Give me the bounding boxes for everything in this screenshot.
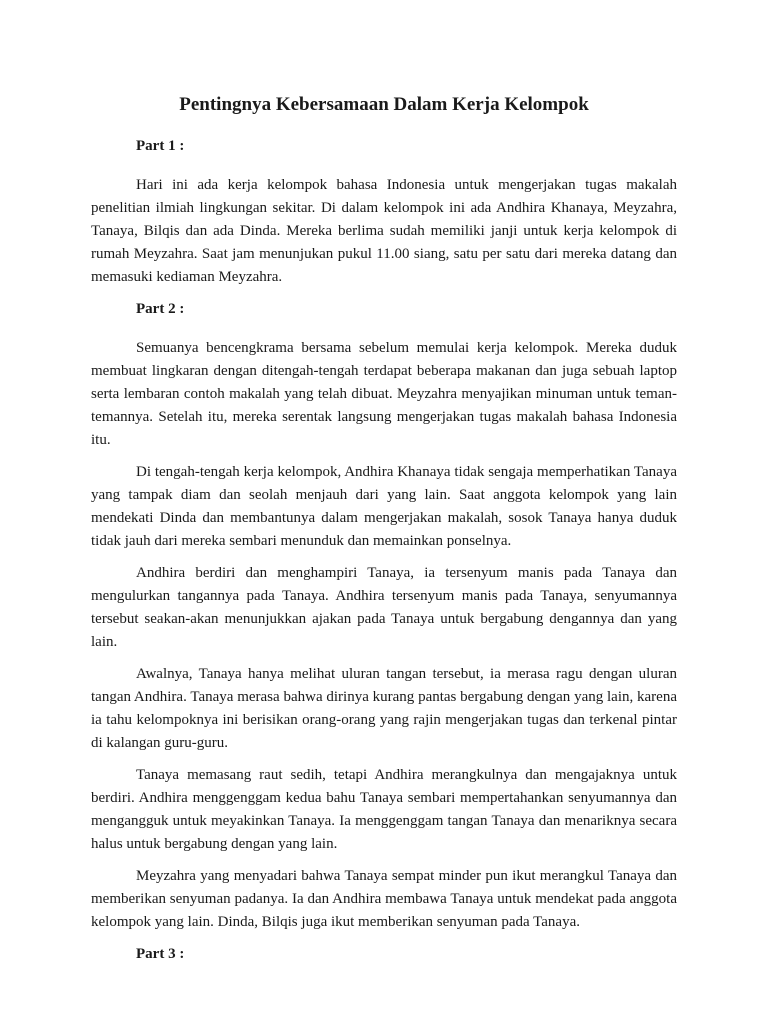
paragraph: Di tengah-tengah kerja kelompok, Andhira Khanaya tidak sengaja memperhatikan Tanaya yang tampak diam dan seolah menjauh dari yang lain. Saat anggota kelompok yang lain mendekati Dinda dan membantunya dalam mengerjakan makalah, sosok Tanaya hanya duduk tidak jauh dari mereka sembari menunduk dan memainkan ponselnya. [91, 464, 677, 549]
section-part-3 [91, 943, 677, 966]
section-part-1 [91, 135, 677, 289]
paragraph: Andhira berdiri dan menghampiri Tanaya, ia tersenyum manis pada Tanaya dan mengulurkan tangannya pada Tanaya. Andhira tersenyum manis pada Tanaya, senyumannya tersebut seakan-akan menunjukkan ajakan pada Tanaya untuk bergabung dengannya dan yang lain. [91, 565, 677, 650]
section-part-2 [91, 298, 677, 934]
paragraph: Awalnya, Tanaya hanya melihat uluran tangan tersebut, ia merasa ragu dengan uluran tangan Andhira. Tanaya merasa bahwa dirinya kurang pantas bergabung dengan yang lain, karena ia tahu kelompoknya ini berisikan orang-orang yang rajin mengerjakan tugas dan terkenal pintar di kalangan guru-guru. [91, 666, 677, 751]
part-heading: Part 1 : [136, 138, 185, 154]
part-heading: Part 2 : [136, 301, 185, 317]
paragraph: Hari ini ada kerja kelompok bahasa Indonesia untuk mengerjakan tugas makalah penelitian ilmiah lingkungan sekitar. Di dalam kelompok ini ada Andhira Khanaya, Meyzahra, Tanaya, Bilqis dan ada Dinda. Mereka berlima sudah memiliki janji untuk kerja kelompok di rumah Meyzahra. Saat jam menunjukan pukul 11.00 siang, satu per satu dari mereka datang dan memasuki kediaman Meyzahra. [91, 177, 677, 285]
paragraph: Meyzahra yang menyadari bahwa Tanaya sempat minder pun ikut merangkul Tanaya dan memberikan senyuman padanya. Ia dan Andhira membawa Tanaya untuk mendekat pada anggota kelompok yang lain. Dinda, Bilqis juga ikut memberikan senyuman pada Tanaya. [91, 868, 677, 930]
paragraph: Semuanya bencengkrama bersama sebelum memulai kerja kelompok. Mereka duduk membuat lingkaran dengan ditengah-tengah terdapat beberapa makanan dan juga sebuah laptop serta lembaran contoh makalah yang telah dibuat. Meyzahra menyajikan minuman untuk teman-temannya. Setelah itu, mereka serentak langsung mengerjakan tugas makalah bahasa Indonesia itu. [91, 340, 677, 448]
part-heading: Part 3 : [136, 946, 185, 962]
document-title: Pentingnya Kebersamaan Dalam Kerja Kelompok [179, 94, 589, 115]
paragraph: Tanaya memasang raut sedih, tetapi Andhira merangkulnya dan mengajaknya untuk berdiri. Andhira menggenggam kedua bahu Tanaya sembari mempertahankan senyumannya dan mengangguk untuk meyakinkan Tanaya. Ia menggenggam tangan Tanaya dan menariknya secara halus untuk bergabung dengan yang lain. [91, 767, 677, 852]
